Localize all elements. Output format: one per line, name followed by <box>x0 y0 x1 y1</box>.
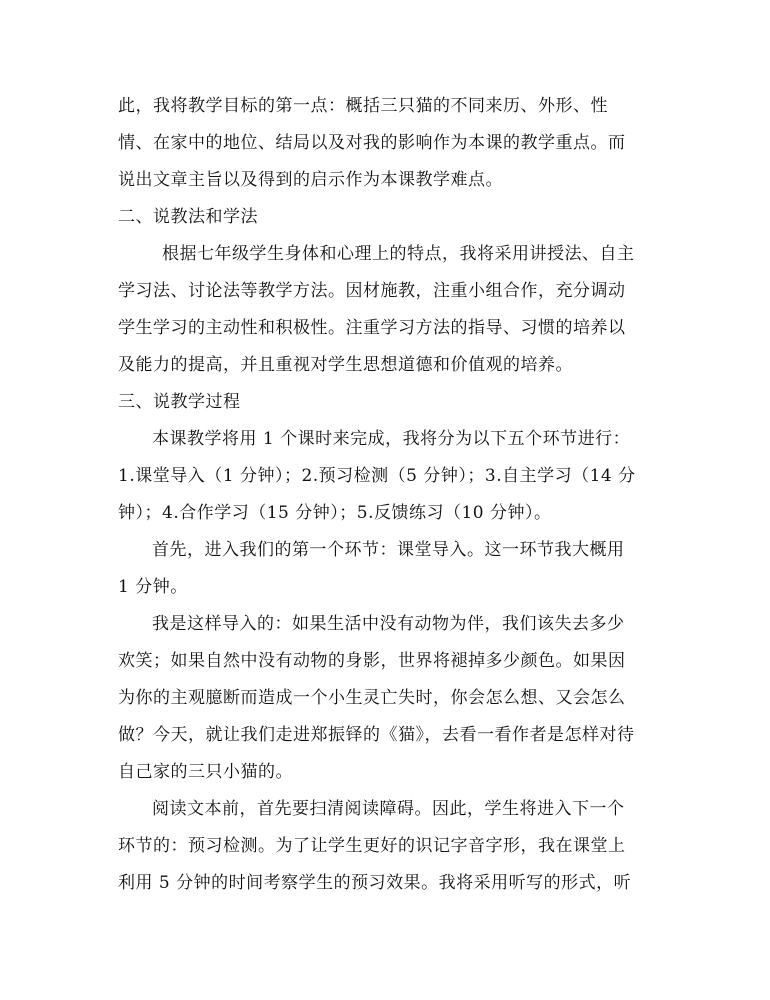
text-line: 首先，进入我们的第一个环节：课堂导入。这一环节我大概用 <box>152 540 625 560</box>
text-line: 为你的主观臆断而造成一个小生灵亡失时，你会怎么想、又会怎么 <box>118 688 626 708</box>
text-line: 学生学习的主动性和积极性。注重学习方法的指导、习惯的培养以 <box>118 318 626 338</box>
text-line: 1 分钟。 <box>118 577 188 597</box>
text-line: 及能力的提高，并且重视对学生思想道德和价值观的培养。 <box>118 355 573 375</box>
text-line: 学习法、讨论法等教学方法。因材施教，注重小组合作，充分调动 <box>118 281 626 301</box>
text-line: 情、在家中的地位、结局以及对我的影响作为本课的教学重点。而 <box>118 133 626 153</box>
text-line: 欢笑；如果自然中没有动物的身影，世界将褪掉多少颜色。如果因 <box>118 651 626 671</box>
text-line: 钟）；4.合作学习（15 分钟）；5.反馈练习（10 分钟）。 <box>118 503 552 523</box>
text-line: 1.课堂导入（1 分钟）；2.预习检测（5 分钟）；3.自主学习（14 分 <box>118 466 636 486</box>
text-line: 自己家的三只小猫的。 <box>118 762 293 782</box>
text-line: 本课教学将用 1 个课时来完成，我将分为以下五个环节进行： <box>152 429 631 449</box>
text-line: 此，我将教学目标的第一点：概括三只猫的不同来历、外形、性 <box>118 96 608 116</box>
section-heading: 二、说教法和学法 <box>118 207 258 227</box>
text-line: 利用 5 分钟的时间考察学生的预习效果。我将采用听写的形式，听 <box>118 873 632 893</box>
text-line: 做？今天，就让我们走进郑振铎的《猫》，去看一看作者是怎样对待 <box>118 725 635 745</box>
text-line: 根据七年级学生身体和心理上的特点，我将采用讲授法、自主 <box>162 244 635 264</box>
text-line: 环节的：预习检测。为了让学生更好的识记字音字形，我在课堂上 <box>118 836 626 856</box>
text-line: 阅读文本前，首先要扫清阅读障碍。因此，学生将进入下一个 <box>152 799 625 819</box>
section-heading: 三、说教学过程 <box>118 392 241 412</box>
text-line: 我是这样导入的：如果生活中没有动物为伴，我们该失去多少 <box>152 614 625 634</box>
text-line: 说出文章主旨以及得到的启示作为本课教学难点。 <box>118 170 503 190</box>
